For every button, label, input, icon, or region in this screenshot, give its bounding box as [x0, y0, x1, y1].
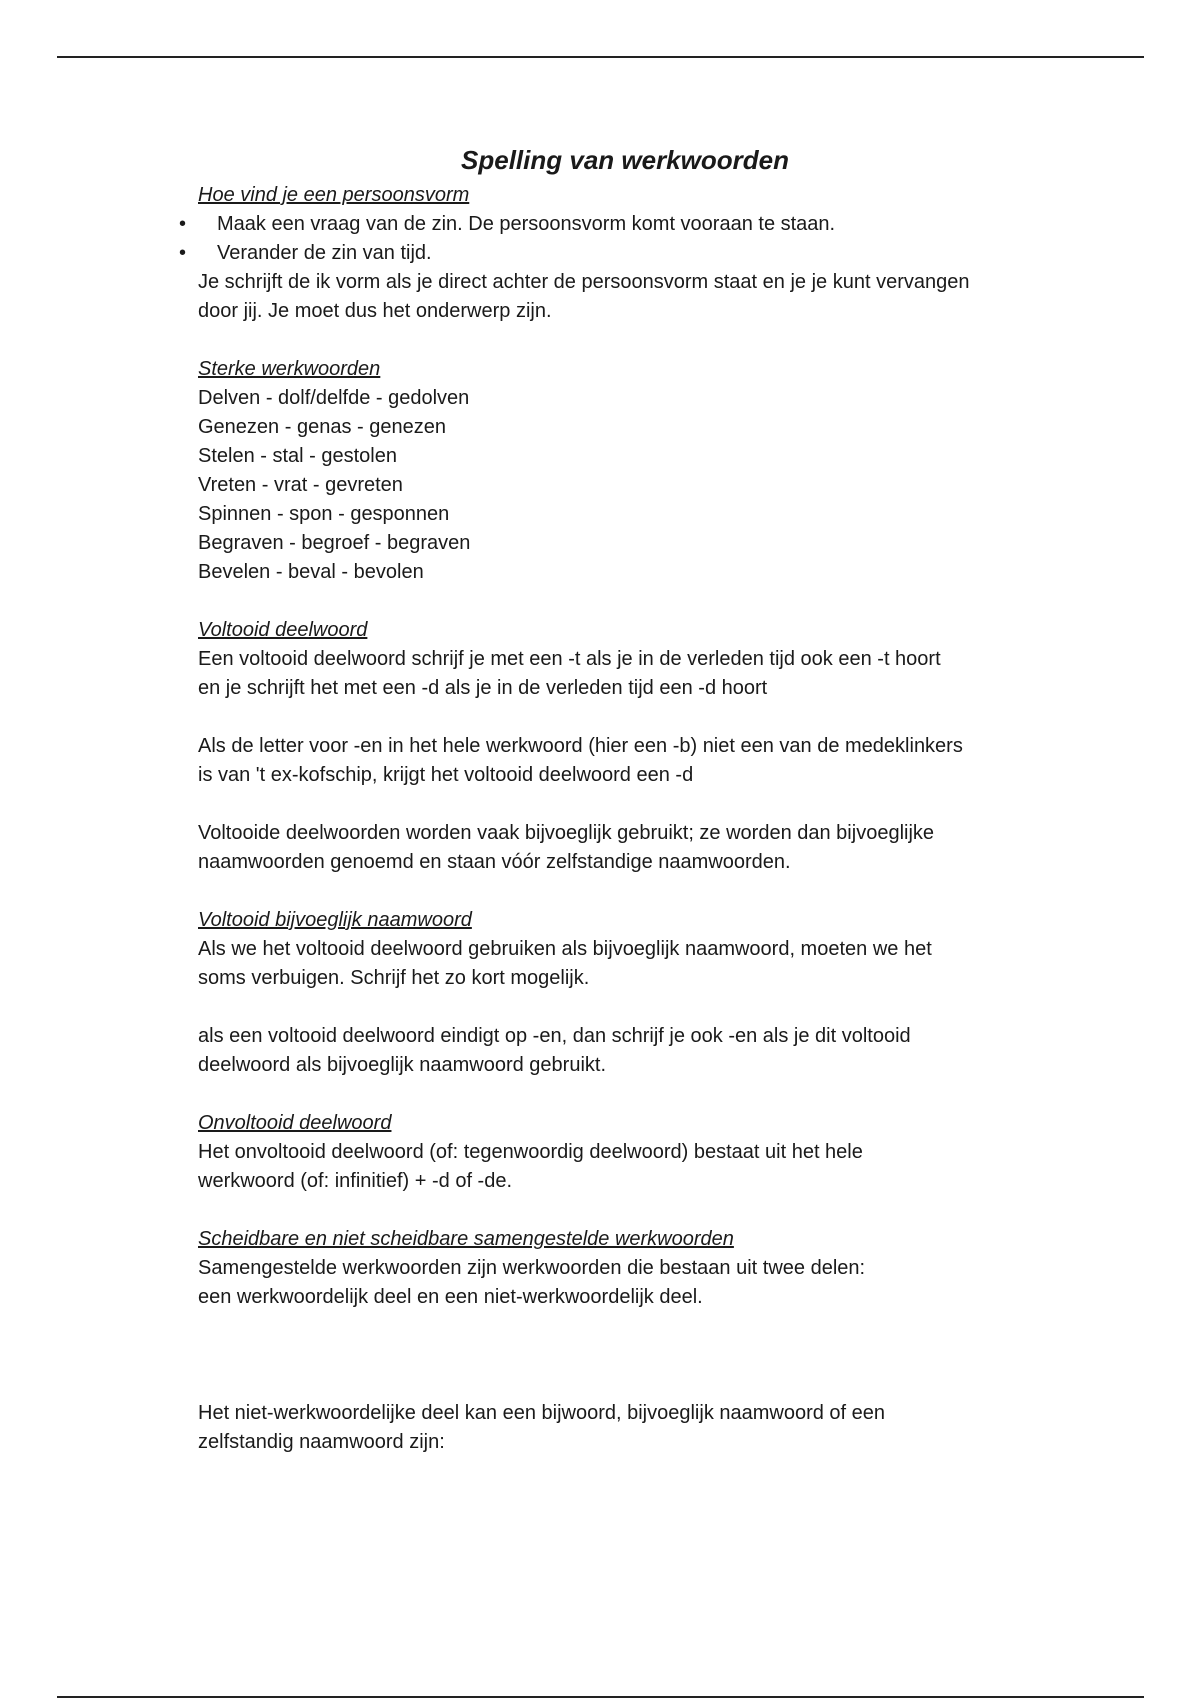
- bottom-rule: [57, 1696, 1144, 1698]
- heading-voltooid-bijvoeglijk: Voltooid bijvoeglijk naamwoord: [198, 909, 472, 931]
- persoonsvorm-bullet-list: [179, 210, 1098, 268]
- heading-voltooid-deelwoord: Voltooid deelwoord: [198, 619, 368, 641]
- bijvoeglijk-paragraph-1: Als we het voltooid deelwoord gebruiken als bijvoeglijk naamwoord, moeten we het soms verbuigen. Schrijf het zo kort mogelijk.: [198, 938, 932, 989]
- strong-verbs-list: [198, 384, 1098, 587]
- persoonsvorm-text: Je schrijft de ik vorm als je direct achter de persoonsvorm staat en je je kunt vervangen door jij. Je moet dus het onderwerp zijn.: [198, 271, 970, 322]
- verb-row: Bevelen - beval - bevolen: [198, 561, 424, 583]
- document-body: [179, 181, 1098, 1457]
- heading-persoonsvorm: Hoe vind je een persoonsvorm: [198, 184, 470, 206]
- verb-row: Delven - dolf/delfde - gedolven: [198, 387, 470, 409]
- verb-row: Spinnen - spon - gesponnen: [198, 503, 450, 525]
- document-title: Spelling van werkwoorden: [461, 145, 789, 175]
- heading-scheidbare-werkwoorden: Scheidbare en niet scheidbare samengestelde werkwoorden: [198, 1228, 734, 1250]
- scheidbaar-paragraph-1: Samengestelde werkwoorden zijn werkwoorden die bestaan uit twee delen: een werkwoordelijk deel en een niet-werkwoordelijk deel.: [198, 1257, 866, 1308]
- voltooid-paragraph-3: Voltooide deelwoorden worden vaak bijvoeglijk gebruikt; ze worden dan bijvoeglijke naamwoorden genoemd en staan vóór zelfstandige naamwoorden.: [198, 822, 935, 873]
- bijvoeglijk-paragraph-2: als een voltooid deelwoord eindigt op -en, dan schrijf je ook -en als je dit voltooid deelwoord als bijvoeglijk naamwoord gebruikt.: [198, 1025, 911, 1076]
- verb-row: Vreten - vrat - gevreten: [198, 474, 403, 496]
- heading-sterke-werkwoorden: Sterke werkwoorden: [198, 358, 381, 380]
- top-rule: [57, 56, 1144, 58]
- verb-row: Begraven - begroef - begraven: [198, 532, 471, 554]
- onvoltooid-paragraph: Het onvoltooid deelwoord (of: tegenwoordig deelwoord) bestaat uit het hele werkwoord (of: infinitief) + -d of -de.: [198, 1141, 863, 1192]
- bullet-item: • Maak een vraag van de zin. De persoonsvorm komt vooraan te staan.: [198, 210, 1098, 239]
- verb-row: Stelen - stal - gestolen: [198, 445, 397, 467]
- scheidbaar-paragraph-2: Het niet-werkwoordelijke deel kan een bijwoord, bijvoeglijk naamwoord of een zelfstandig naamwoord zijn:: [198, 1402, 886, 1453]
- bullet-icon: •: [179, 242, 187, 264]
- voltooid-paragraph-2: Als de letter voor -en in het hele werkwoord (hier een -b) niet een van de medeklinkers is van 't ex-kofschip, krijgt het voltooid deelwoord een -d: [198, 735, 963, 786]
- verb-row: Genezen - genas - genezen: [198, 416, 446, 438]
- bullet-icon: •: [179, 213, 187, 235]
- voltooid-paragraph-1: Een voltooid deelwoord schrijf je met een -t als je in de verleden tijd ook een -t hoort en je schrijft het met een -d als je in de verleden tijd een -d hoort: [198, 648, 941, 699]
- heading-onvoltooid-deelwoord: Onvoltooid deelwoord: [198, 1112, 392, 1134]
- bullet-item: • Verander de zin van tijd.: [198, 239, 1098, 268]
